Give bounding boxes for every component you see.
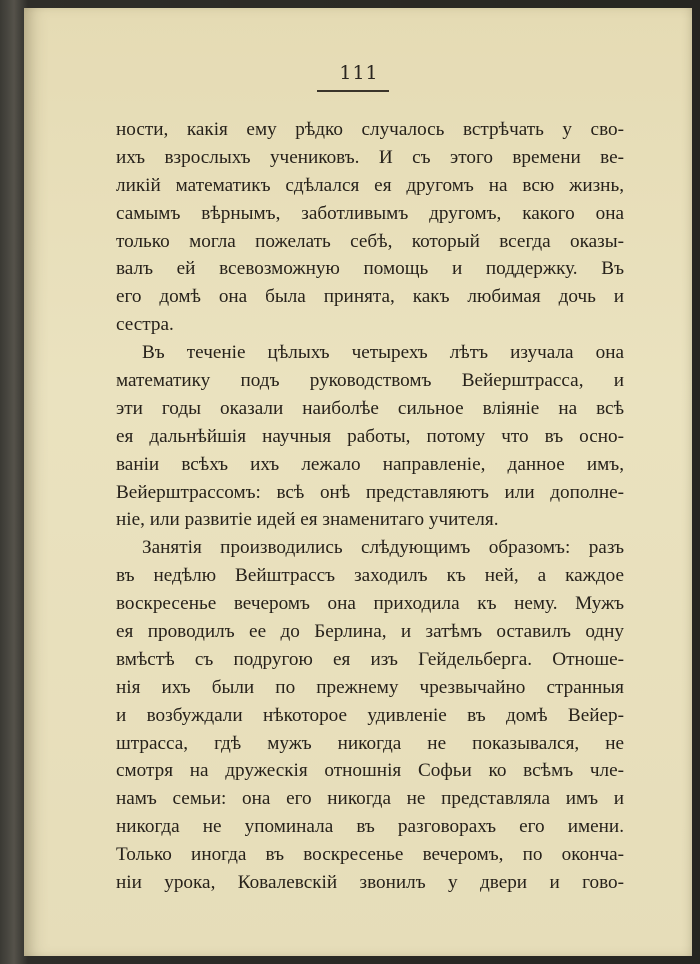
text-line: эти годы оказали наиболѣе сильное вліяніе на всѣ [116,397,624,419]
page-number: 111 [339,62,379,84]
text-line: ности, какія ему рѣдко случалось встрѣчать у сво- [116,119,624,140]
text-line: Только иногда въ воскресенье вечеромъ, по оконча- [116,844,624,866]
text-line: ликій математикъ сдѣлался ея другомъ на всю жизнь, [116,174,624,196]
page-number-rule [317,90,389,92]
text-line: нія ихъ были по прежнему чрезвычайно странныя [116,676,624,698]
text-line: Въ теченіе цѣлыхъ четырехъ лѣтъ изучала она [142,342,624,364]
text-line: штрасса, гдѣ мужъ никогда не показывался, не [116,732,624,754]
text-line: ніе, или развитіе идей ея знаменитаго учителя. [116,509,499,531]
text-line: воскресенье вечеромъ она приходила къ нему. Мужъ [116,593,624,615]
text-line: въ недѣлю Вейштрассъ заходилъ къ ней, а каждое [116,565,624,587]
body-text [116,116,624,897]
text-line: только могла пожелать себѣ, который всегда оказы- [116,230,624,252]
text-line: валъ ей всевозможную помощь и поддержку. Въ [116,258,624,280]
text-line: математику подъ руководствомъ Вейерштрасса, и [116,370,624,392]
text-line: ніи урока, Ковалевскій звонилъ у двери и гово- [116,872,624,894]
book-page [24,8,692,956]
text-line: Занятія производились слѣдующимъ образомъ: разъ [142,537,624,559]
text-line: Вейерштрассомъ: всѣ онѣ представляютъ или дополне- [116,481,624,503]
text-line: ихъ взрослыхъ учениковъ. И съ этого времени ве- [116,146,624,168]
text-line: ваніи всѣхъ ихъ лежало направленіе, данное имъ, [116,453,624,475]
text-line: никогда не упоминала въ разговорахъ его имени. [116,816,624,838]
text-line: сестра. [116,314,174,336]
text-line: и возбуждали нѣкоторое удивленіе въ домѣ Вейер- [116,704,624,726]
text-line: смотря на дружескія отношнія Софьи ко всѣмъ чле- [116,760,624,782]
text-line: ея дальнѣйшія научныя работы, потому что въ осно- [116,425,624,447]
text-line: его домѣ она была принята, какъ любимая дочь и [116,286,624,308]
text-line: самымъ вѣрнымъ, заботливымъ другомъ, какого она [116,202,624,224]
text-line: вмѣстѣ съ подругою ея изъ Гейдельберга. Отноше- [116,648,624,670]
text-line: ея проводилъ ее до Берлина, и затѣмъ оставилъ одну [116,621,624,643]
text-line: намъ семьи: она его никогда не представляла имъ и [116,788,624,810]
